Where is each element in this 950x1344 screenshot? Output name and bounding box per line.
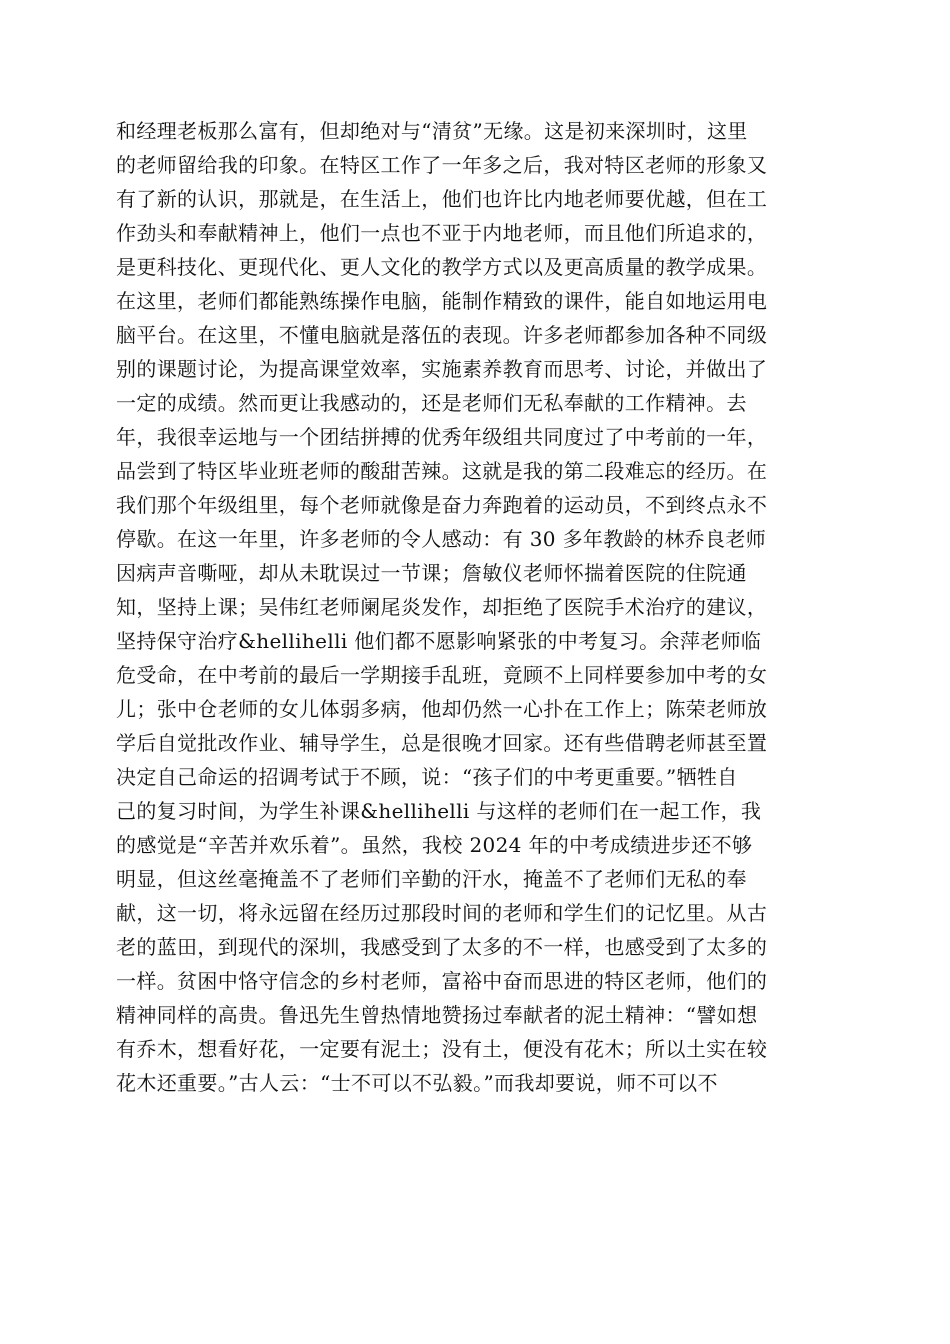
text-line: 一定的成绩。然而更让我感动的，还是老师们无私奉献的工作精神。去 (116, 391, 747, 415)
text-line: 坚持保守治疗&hellihelli 他们都不愿影响紧张的中考复习。余萍老师临 (116, 629, 762, 653)
text-line: 别的课题讨论，为提高课堂效率，实施素养教育而思考、讨论，并做出了 (116, 357, 768, 381)
text-line: 有乔木，想看好花，一定要有泥土；没有土，便没有花木；所以土实在较 (116, 1037, 768, 1061)
text-line: 决定自己命运的招调考试于不顾，说：“孩子们的中考更重要。”牺牲自 (116, 765, 738, 789)
text-line: 年，我很幸运地与一个团结拼搏的优秀年级组共同度过了中考前的一年， (116, 425, 768, 449)
text-line: 作劲头和奉献精神上，他们一点也不亚于内地老师，而且他们所追求的， (116, 221, 768, 245)
text-line: 和经理老板那么富有，但却绝对与“清贫”无缘。这是初来深圳时，这里 (116, 119, 748, 143)
text-line: 献，这一切，将永远留在经历过那段时间的老师和学生们的记忆里。从古 (116, 901, 768, 925)
text-line: 在这里，老师们都能熟练操作电脑，能制作精致的课件，能自如地运用电 (116, 289, 768, 313)
text-line: 知，坚持上课；吴伟红老师阑尾炎发作，却拒绝了医院手术治疗的建议， (116, 595, 768, 619)
text-line: 有了新的认识，那就是，在生活上，他们也许比内地老师要优越，但在工 (116, 187, 768, 211)
text-line: 己的复习时间，为学生补课&hellihelli 与这样的老师们在一起工作，我 (116, 799, 762, 823)
text-line: 我们那个年级组里，每个老师就像是奋力奔跑着的运动员，不到终点永不 (116, 493, 768, 517)
text-line: 脑平台。在这里，不懂电脑就是落伍的表现。许多老师都参加各种不同级 (116, 323, 768, 347)
text-line: 是更科技化、更现代化、更人文化的教学方式以及更高质量的教学成果。 (116, 255, 768, 279)
text-line: 老的蓝田，到现代的深圳，我感受到了太多的不一样，也感受到了太多的 (116, 935, 768, 959)
text-line: 精神同样的高贵。鲁迅先生曾热情地赞扬过奉献者的泥土精神：“譬如想 (116, 1003, 758, 1027)
text-line: 学后自觉批改作业、辅导学生，总是很晚才回家。还有些借聘老师甚至置 (116, 731, 768, 755)
text-line: 一样。贫困中恪守信念的乡村老师，富裕中奋而思进的特区老师，他们的 (116, 969, 768, 993)
text-line: 品尝到了特区毕业班老师的酸甜苦辣。这就是我的第二段难忘的经历。在 (116, 459, 768, 483)
text-line: 的感觉是“辛苦并欢乐着”。虽然，我校 2024 年的中考成绩进步还不够 (116, 833, 753, 857)
text-line: 明显，但这丝毫掩盖不了老师们辛勤的汗水，掩盖不了老师们无私的奉 (116, 867, 747, 891)
text-line: 停歇。在这一年里，许多老师的令人感动：有 30 多年教龄的林乔良老师 (116, 527, 767, 551)
text-line: 危受命，在中考前的最后一学期接手乱班，竟顾不上同样要参加中考的女 (116, 663, 768, 687)
text-line: 花木还重要。”古人云：“士不可以不弘毅。”而我却要说，师不可以不 (116, 1071, 718, 1095)
text-line: 儿；张中仓老师的女儿体弱多病，他却仍然一心扑在工作上；陈荣老师放 (116, 697, 768, 721)
text-line: 因病声音嘶哑，却从未耽误过一节课；詹敏仪老师怀揣着医院的住院通 (116, 561, 747, 585)
text-line: 的老师留给我的印象。在特区工作了一年多之后，我对特区老师的形象又 (116, 153, 768, 177)
body-text (116, 114, 832, 1100)
